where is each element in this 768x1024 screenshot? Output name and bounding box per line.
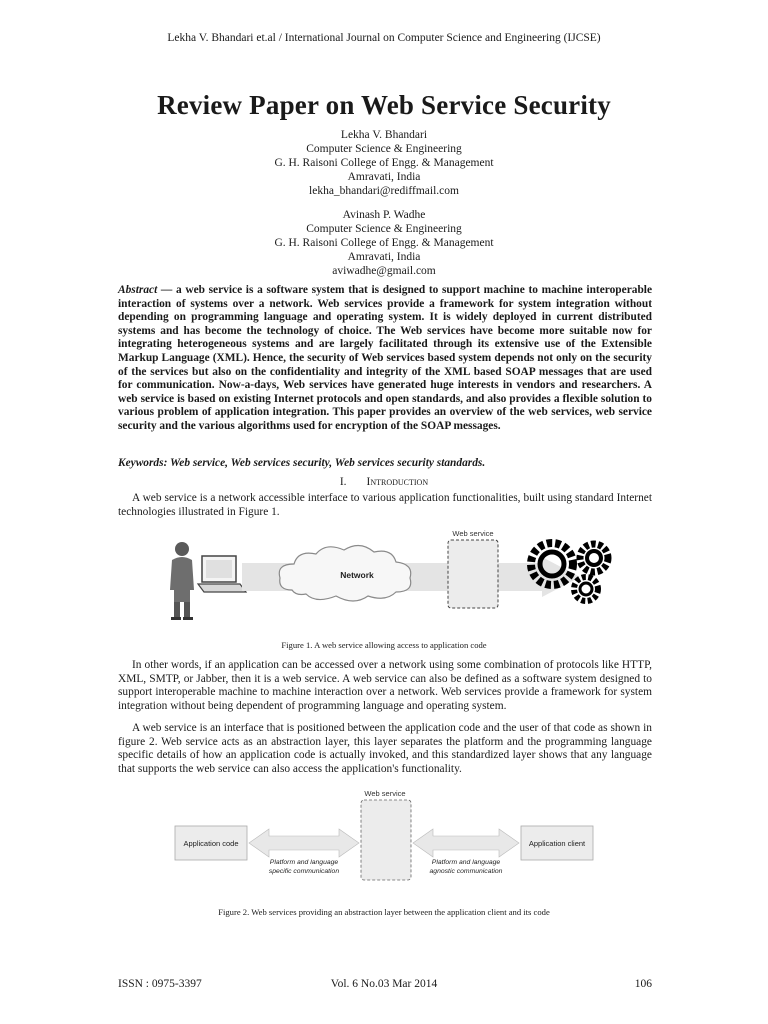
section-number: I. [339,476,347,488]
author-email: lekha_bhandari@rediffmail.com [309,185,459,197]
author-college: G. H. Raisoni College of Engg. & Management [274,157,494,169]
abstract-text: — a web service is a software system that is designed to support machine to machine interoperable interaction of systems over a network. Web services provide a framework for system integration without depending on programming language and operating system. It is widely deployed in current distributed systems and has become the technology of choice. The Web services have become more suitable now for integrating heterogeneous systems and are largely facilitated through its extensive use of the Extensible Markup Language (XML). Hence, the security of Web services based system depends not only on the security of the services but also on the confidentiality and integrity of the XML based SOAP messages that are used for communication. Now-a-days, Web services have generated huge interests in vendors and researchers. A web service is based on existing Internet protocols and open standards, and also provides a flexible solution to various problem of application integration. This paper provides an overview of the web services, web service security and the various algorithms used for encryption of the SOAP messages. [118,284,652,432]
author-dept: Computer Science & Engineering [306,223,462,235]
figure-1 [160,526,620,630]
paragraph-1: A web service is a network accessible interface to various application functionalities, built using standard Internet technologies illustrated in Figure 1. [118,492,652,518]
right-arrow-label-line1: Platform and language [431,859,501,866]
section-heading [0,476,768,488]
abstract [118,284,652,434]
author-email: aviwadhe@gmail.com [332,265,436,277]
left-arrow-label-line2: specific communication [268,868,340,875]
person-icon [170,542,194,620]
paragraph-2: In other words, if an application can be accessed over a network using some combination of protocols like HTTP, XML, SMTP, or Jabber, then it is a web service. A web service can also be defined as a software system designed to support interoperable machine to machine interaction over a network. Web services provide a framework for system integration without being dependent of programming language and operating system. [118,659,652,712]
right-arrow-label-line2: agnostic communication [429,868,503,875]
figure-2-caption: Figure 2. Web services providing an abstraction layer between the application client and its code [218,907,550,917]
footer-volume: Vol. 6 No.03 Mar 2014 [330,978,438,990]
application-code-label: Application code [183,839,239,848]
author-2 [0,208,768,278]
web-service-box [361,800,411,880]
network-label: Network [340,570,374,580]
footer-issn: ISSN : 0975-3397 [118,978,202,990]
double-arrow-left [249,829,359,857]
author-college: G. H. Raisoni College of Engg. & Management [274,237,494,249]
author-location: Amravati, India [347,171,421,183]
abstract-label: Abstract [118,284,158,296]
author-name: Avinash P. Wadhe [342,209,426,221]
double-arrow-right [413,829,519,857]
author-name: Lekha V. Bhandari [340,129,428,141]
author-1 [0,128,768,198]
section-title: Introduction [366,476,429,488]
paper-title: Review Paper on Web Service Security [157,90,611,120]
laptop-icon [198,556,246,592]
paragraph-3: A web service is an interface that is positioned between the application code and the user of that code as shown in figure 2. Web service acts as an abstraction layer, this layer separates the platform and the programming language specific details of how an application code is actually invoked, and this standardized layer shows that any language that supports the web service can also access the application's functionality. [118,722,652,775]
application-client-label: Application client [528,839,586,848]
author-dept: Computer Science & Engineering [306,143,462,155]
web-service-box [448,540,498,608]
keywords: Keywords: Web service, Web services security, Web services security standards. [118,457,486,469]
left-arrow-label-line1: Platform and language [269,859,339,866]
footer-page-number: 106 [634,978,652,990]
author-location: Amravati, India [347,251,421,263]
figure-1-caption: Figure 1. A web service allowing access to application code [281,640,487,650]
web-service-label: Web service [452,529,494,538]
figure-2 [165,786,605,888]
running-head: Lekha V. Bhandari et.al / International Journal on Computer Science and Engineering (IJCSE) [167,32,601,44]
web-service-label: Web service [364,789,406,798]
